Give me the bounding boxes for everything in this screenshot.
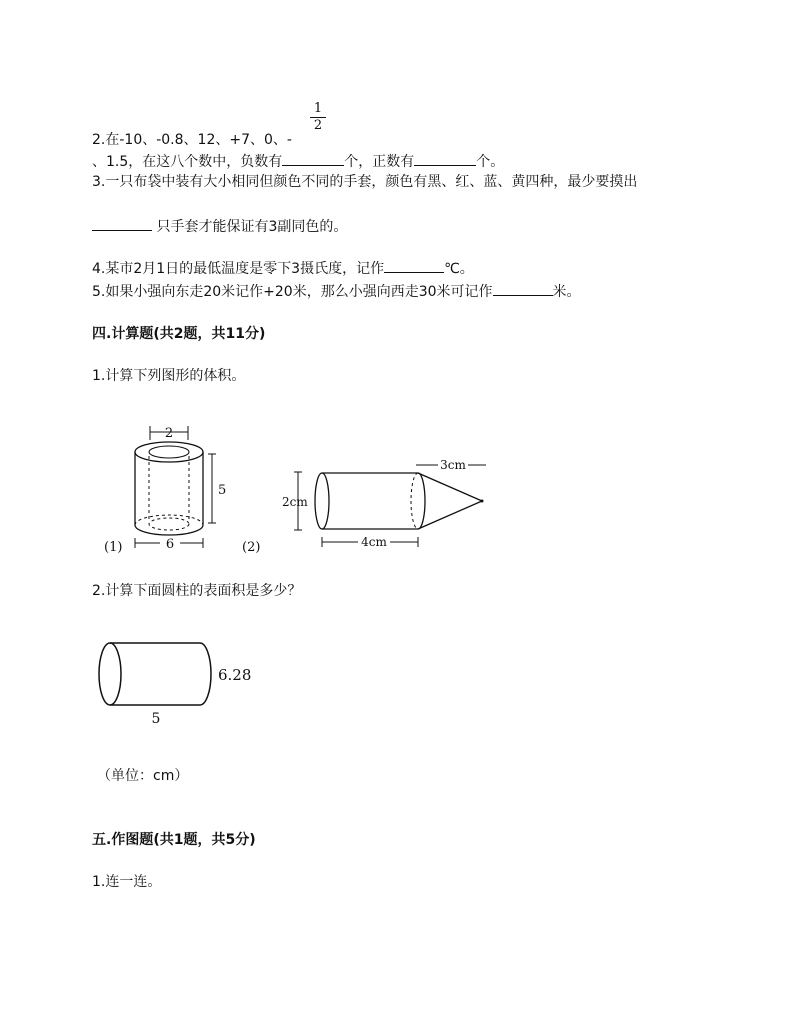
- fraction-denominator: 2: [313, 118, 323, 133]
- answer-blank-glove-count[interactable]: [92, 216, 152, 231]
- answer-blank-positive-count[interactable]: [414, 151, 476, 166]
- question-5: [92, 281, 581, 301]
- fraction-numerator: 1: [313, 101, 323, 116]
- question-2-text-c: 个。: [476, 154, 505, 170]
- section-5-question-1: 1.连一连。: [92, 874, 162, 890]
- fig2-cone-label: 3cm: [440, 458, 466, 472]
- question-2-text-a: 、1.5，在这八个数中，负数有: [92, 154, 283, 170]
- section-5-title: 五.作图题(共1题，共5分): [92, 832, 256, 848]
- question-5-text-b: 米。: [552, 284, 581, 300]
- hollow-cylinder-figure: [100, 418, 230, 560]
- fig2-caption: (2): [242, 540, 261, 555]
- horizontal-cylinder-figure: [92, 636, 272, 732]
- question-2-text-b: 个，正数有: [344, 154, 415, 170]
- fig2-height-label: 2cm: [282, 495, 308, 509]
- unit-note: （单位：cm）: [97, 768, 189, 784]
- section-4-title: 四.计算题(共2题，共11分): [92, 326, 266, 342]
- section-4-question-1: 1.计算下列图形的体积。: [92, 368, 246, 384]
- answer-blank-negative-count[interactable]: [282, 151, 344, 166]
- question-4-text-a: 4.某市2月1日的最低温度是零下3摄氏度，记作: [92, 261, 385, 277]
- answer-blank-distance[interactable]: [493, 281, 553, 296]
- question-4-text-b: ℃。: [444, 261, 474, 277]
- fraction-one-half: [310, 102, 326, 133]
- fig1-side-label: 5: [218, 483, 227, 498]
- fig3-right-label: 6.28: [218, 666, 252, 684]
- question-3-line-1: 3.一只布袋中装有大小相同但颜色不同的手套，颜色有黑、红、蓝、黄四种，最少要摸出: [92, 174, 638, 190]
- fig3-bottom-label: 5: [151, 711, 161, 727]
- question-3-line-2: [92, 216, 347, 236]
- cylinder-cone-figure: [278, 452, 498, 552]
- section-4-question-2: 2.计算下面圆柱的表面积是多少？: [92, 583, 302, 599]
- question-2-line-1: 2.在-10、-0.8、12、+7、0、-: [92, 132, 292, 148]
- fig2-length-label: 4cm: [361, 535, 387, 549]
- question-2-line-2: [92, 151, 504, 171]
- question-4: [92, 258, 474, 278]
- fig1-caption: (1): [104, 540, 123, 555]
- answer-blank-temperature[interactable]: [384, 258, 444, 273]
- question-5-text-a: 5.如果小强向东走20米记作+20米，那么小强向西走30米可记作: [92, 284, 493, 300]
- fig1-bottom-label: 6: [165, 537, 175, 552]
- question-3-text: 只手套才能保证有3副同色的。: [152, 219, 348, 235]
- fig1-top-label: 2: [164, 426, 174, 441]
